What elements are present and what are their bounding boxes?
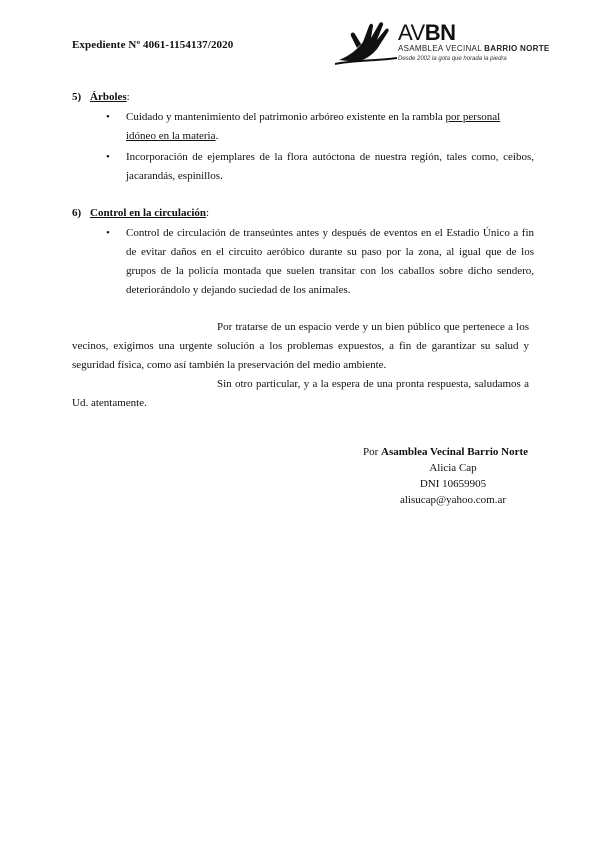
signature-email: alisucap@yahoo.com.ar — [399, 494, 507, 506]
signature-name: Alicia Cap — [429, 462, 477, 474]
closing-paragraph: Por tratarse de un espacio verde y un bien público que pertenece a los vecinos, exigimos una urgente solución a los problemas expuestos, a fin de garantizar su salud y seguridad física, como así también la preservación del medio ambiente. — [72, 321, 529, 371]
signature-block — [268, 444, 528, 508]
list-item: • Control de circulación de transeúntes antes y después de eventos en el Estadio Único a fin de evitar daños en el circuito aeróbico durante su paso por la zona, al igual que de los grupos de la policía montada que suelen transitar con los caballos sobre dicho sendero, deteriorándolo y dejando suciedad de los animales. — [106, 224, 526, 302]
bullet-icon: • — [106, 111, 110, 123]
signature-dni: DNI 10659905 — [419, 478, 487, 490]
avbn-logo — [335, 20, 550, 70]
logo-title: AVBN — [398, 20, 456, 45]
section-5-heading: 5) Árboles: — [72, 91, 130, 103]
list-item: • Incorporación de ejemplares de la flora autóctona de nuestra región, tales como, ceibos, jacarandás, espinillos. — [106, 148, 526, 186]
signature-org-line: Por Asamblea Vecinal Barrio Norte — [363, 446, 528, 458]
logo-subtitle: ASAMBLEA VECINAL BARRIO NORTE — [398, 44, 550, 53]
hand-logo-icon — [335, 20, 397, 66]
bullet-icon: • — [106, 151, 110, 163]
logo-tagline: Desde 2002 la gota que horada la piedra — [398, 56, 507, 62]
farewell-paragraph: Sin otro particular, y a la espera de una pronta respuesta, saludamos a Ud. atentamente. — [72, 378, 529, 409]
list-item: • Cuidado y mantenimiento del patrimonio arbóreo existente en la rambla por personal idóneo en la materia. — [106, 108, 526, 146]
expediente-number: Expediente Nº 4061-1154137/2020 — [72, 39, 234, 51]
section-6-heading: 6) Control en la circulación: — [72, 207, 210, 219]
bullet-icon: • — [106, 227, 110, 239]
